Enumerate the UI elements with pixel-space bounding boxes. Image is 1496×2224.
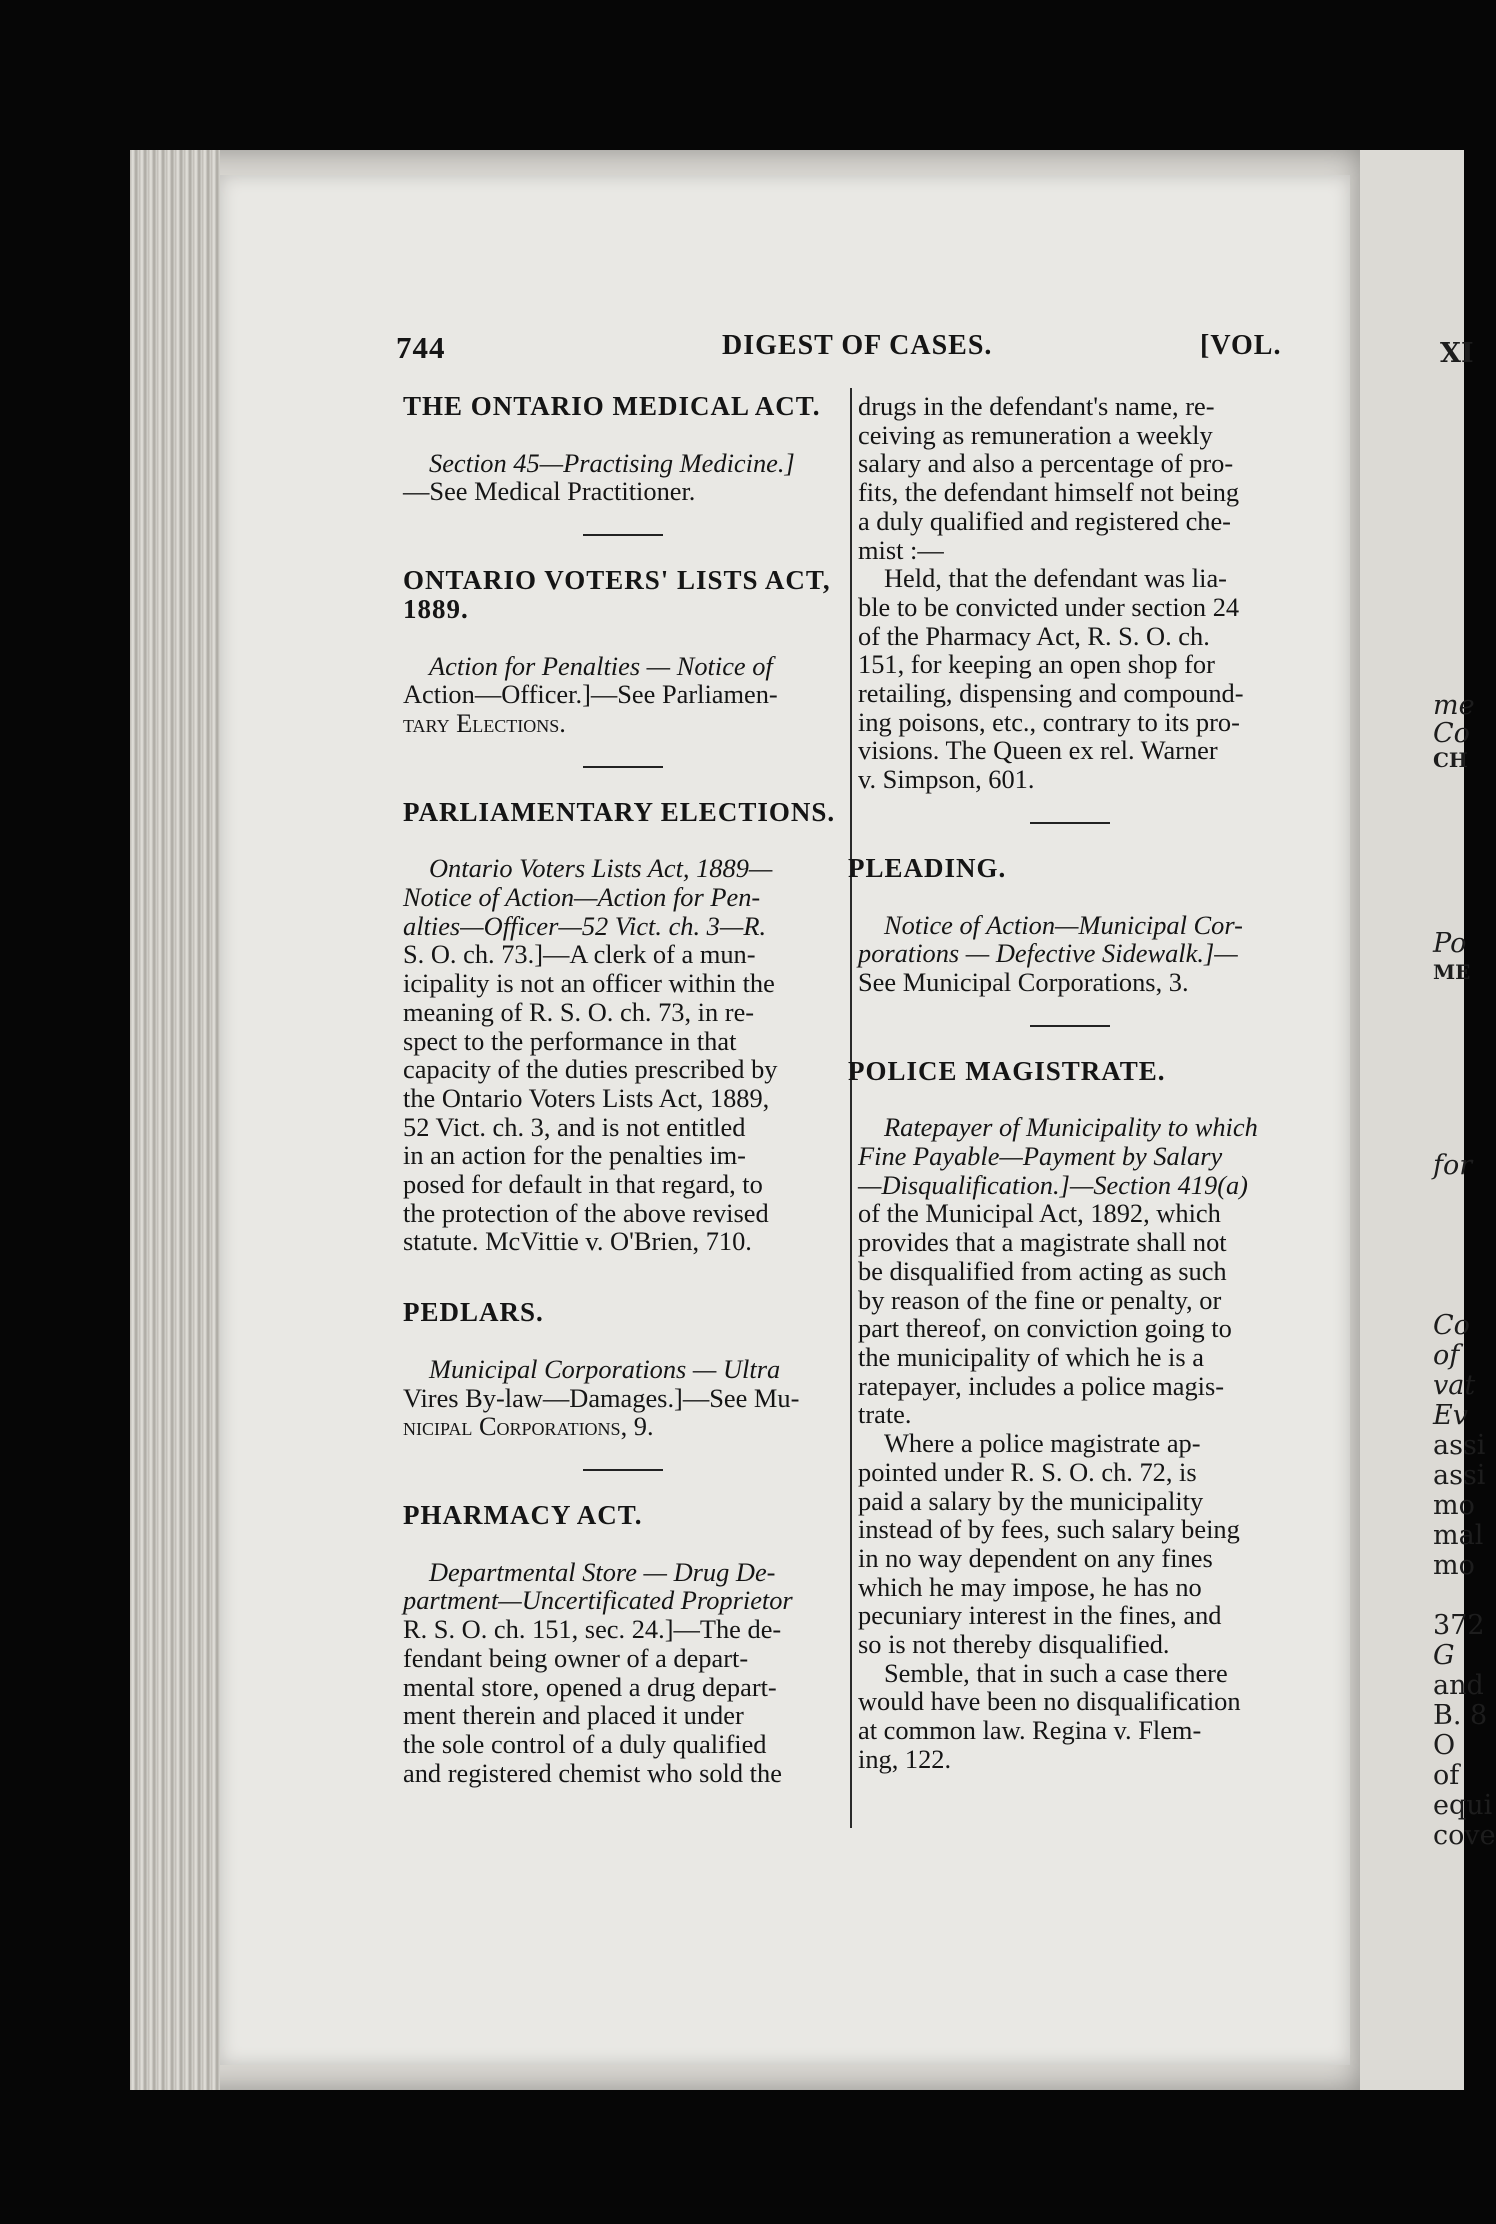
entry-pharmacy-held: Held, that the defendant was lia- ble to be convicted under section 24 of the Pharmacy Act, R. S. O. ch. 151, for keeping an open shop for retailing, dispensing and compound- ing poisons, etc., contrary to its pro- visions. The Queen ex rel. Warner v. Simpson, 601. (858, 563, 1244, 795)
running-head: DIGEST OF CASES. (722, 330, 993, 361)
next-page-text: mal (1433, 1520, 1484, 1551)
heading-pedlars: PEDLARS. (403, 1297, 544, 1328)
heading-parliamentary-elections: PARLIAMENTARY ELECTIONS. (403, 796, 836, 827)
next-page-text: Ev (1433, 1400, 1468, 1431)
next-page-text: Co (1433, 1310, 1470, 1341)
next-page-text: O (1433, 1730, 1456, 1761)
next-page-text: assi (1433, 1460, 1486, 1491)
heading-voters-lists-act: ONTARIO VOTERS' LISTS ACT, 1889. (403, 565, 831, 624)
next-page-text: G (1433, 1640, 1455, 1671)
heading-pleading: PLEADING. (848, 852, 1007, 883)
right-column (848, 392, 1292, 1774)
next-page-text: ME (1433, 960, 1471, 984)
entry-medical-act: Section 45—Practising Medicine.] —See Medical Practitioner. (403, 447, 795, 507)
next-page-fragment (1360, 150, 1496, 2090)
entry-police-magistrate-where: Where a police magistrate ap- pointed under R. S. O. ch. 72, is paid a salary by the municipality instead of by fees, such salary being in no way dependent on any fines which he may impose, he has no pecuniary interest in the fines, and so is not thereby disqualified. (858, 1428, 1240, 1660)
next-page-text: CH (1433, 748, 1468, 772)
heading-pharmacy-act: PHARMACY ACT. (403, 1499, 643, 1530)
page-edges (130, 150, 220, 2090)
entry-pharmacy-continued: drugs in the defendant's name, re- ceiving as remuneration a weekly salary and also a percentage of pro- fits, the defendant himself not being a duly qualified and registered che- mist :— (858, 391, 1240, 565)
section-rule (1030, 1025, 1110, 1027)
heading-police-magistrate: POLICE MAGISTRATE. (848, 1055, 1166, 1086)
entry-police-magistrate-semble: Semble, that in such a case there would have been no disqualification at common law. Regina v. Flem- ing, 122. (858, 1657, 1241, 1774)
entry-voters-lists-act: Action for Penalties — Notice of Action—Officer.]—See Parliamen- tary Elections. (403, 650, 778, 738)
next-page-text: 372 (1433, 1610, 1485, 1641)
next-page-text: of (1433, 1760, 1460, 1791)
heading-ontario-medical-act: THE ONTARIO MEDICAL ACT. (403, 391, 821, 421)
entry-parliamentary-elections: Ontario Voters Lists Act, 1889— Notice of Action—Action for Pen- alties—Officer—52 Vict. ch. 3—R. S. O. ch. 73.]—A clerk of a mun- icipality is not an officer within the meaning of R. S. O. ch. 73, in re- spect to the performance in that capacity of the duties prescribed by the Ontario Voters Lists Act, 1889, 52 Vict. ch. 3, and is not entitled in an action for the penalties im- posed for default in that regard, to the protection of the above revised statute. McVittie v. O'Brien, 710. (403, 853, 778, 1257)
next-page-text: vat (1433, 1370, 1476, 1401)
entry-pharmacy-act: Departmental Store — Drug De- partment—Uncertificated Proprietor R. S. O. ch. 151, sec. 24.]—The de- fendant being owner of a depart- mental store, opened a drug depart- ment therein and placed it under the sole control of a duly qualified and registered chemist who sold the (403, 1556, 793, 1788)
page-number: 744 (396, 330, 446, 365)
next-page-text: mo (1433, 1490, 1475, 1521)
next-page-text: mo (1433, 1550, 1475, 1581)
next-page-text: B. 8 (1433, 1700, 1488, 1731)
next-page-text: equi (1433, 1790, 1493, 1821)
next-page-text: assi (1433, 1430, 1486, 1461)
next-page-text: cove (1433, 1820, 1496, 1851)
section-rule (583, 766, 663, 768)
entry-pedlars: Municipal Corporations — Ultra Vires By-law—Damages.]—See Mu- nicipal Corporations, 9. (403, 1353, 800, 1442)
entry-police-magistrate: Ratepayer of Municipality to which Fine Payable—Payment by Salary —Disqualification.]—Section 419(a) of the Municipal Act, 1892, which provides that a magistrate shall not be disqualified from acting as such by reason of the fine or penalty, or part thereof, on conviction going to the municipality of which he is a ratepayer, includes a police magis- trate. (858, 1112, 1258, 1430)
next-page-text: Po (1433, 928, 1467, 959)
volume-mark: [VOL. (1200, 330, 1282, 361)
section-rule (583, 1469, 663, 1471)
next-page-text: me (1433, 690, 1475, 721)
next-page-text: of (1433, 1340, 1460, 1371)
next-page-text: XI (1440, 338, 1474, 369)
next-page-text: Co (1433, 718, 1470, 749)
next-page-text: for (1433, 1150, 1473, 1181)
section-rule (583, 534, 663, 536)
left-column (403, 392, 843, 1787)
entry-pleading: Notice of Action—Municipal Cor- porations — Defective Sidewalk.]— See Municipal Corporations, 3. (858, 909, 1243, 997)
next-page-text: and (1433, 1670, 1484, 1701)
section-rule (1030, 822, 1110, 824)
